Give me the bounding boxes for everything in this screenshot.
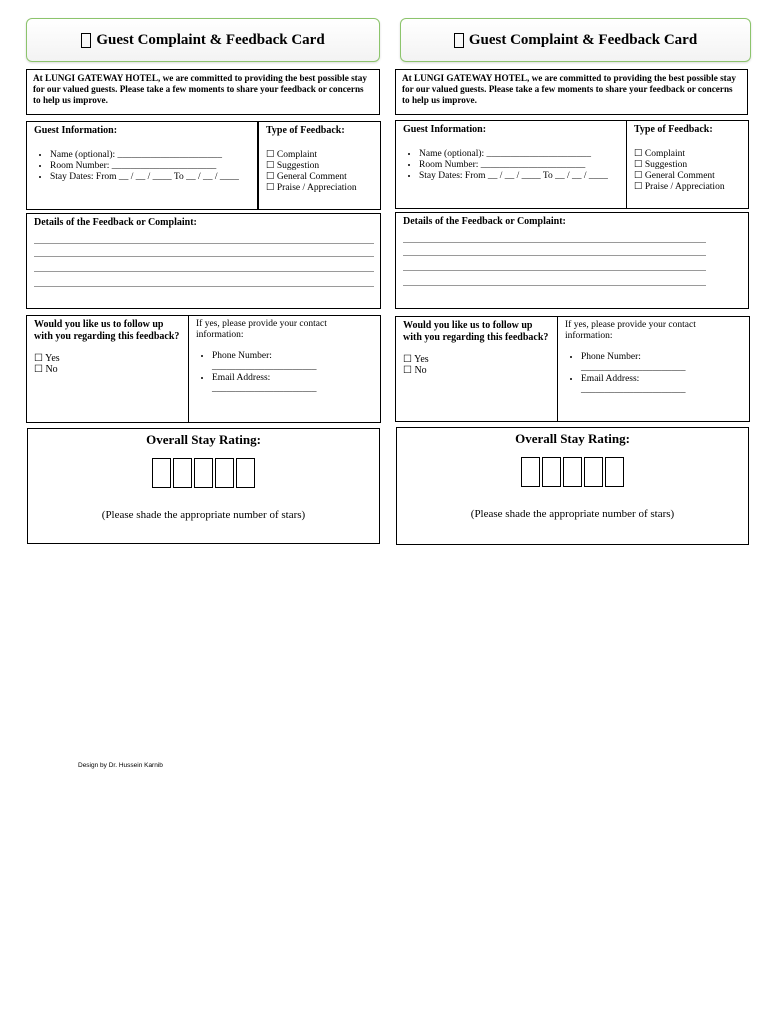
contact-intro: If yes, please provide your contact information: — [565, 320, 696, 341]
email-label: Email Address: — [212, 373, 271, 383]
star-rating[interactable] — [28, 458, 379, 498]
room-number-field[interactable]: • Room Number: ______________________ — [419, 160, 619, 171]
name-field[interactable]: • Name (optional): ______________________ — [419, 149, 619, 160]
card-title — [26, 18, 380, 62]
star-icon[interactable] — [194, 458, 213, 488]
star-icon[interactable] — [542, 457, 561, 487]
feedback-type-label: Type of Feedback: — [266, 125, 345, 136]
rating-title: Overall Stay Rating: — [515, 431, 630, 446]
star-rating[interactable] — [397, 457, 748, 497]
details-line[interactable] — [403, 270, 706, 271]
card-title-text: Guest Complaint & Feedback Card — [468, 31, 698, 48]
email-line[interactable]: ______________________ — [581, 385, 686, 395]
star-icon[interactable] — [584, 457, 603, 487]
star-icon[interactable] — [215, 458, 234, 488]
complaint-checkbox[interactable]: ☐ Complaint — [634, 149, 686, 159]
contact-intro: If yes, please provide your contact information: — [196, 319, 327, 340]
phone-number-field[interactable] — [212, 351, 373, 373]
phone-number-field[interactable] — [581, 352, 742, 374]
details-section — [395, 212, 749, 309]
details-line[interactable] — [403, 255, 706, 256]
complaint-checkbox[interactable]: ☐ Complaint — [266, 150, 318, 160]
intro-text: At LUNGI GATEWAY HOTEL, we are committed to providing the best possible stay for our valued guests. Please take a few moments to share your feedback or concerns to help us improve. — [26, 69, 380, 115]
name-field[interactable]: • Name (optional): ______________________ — [50, 150, 250, 161]
suggestion-checkbox[interactable]: ☐ Suggestion — [266, 161, 320, 171]
details-line[interactable] — [34, 286, 374, 287]
follow-up-section — [26, 315, 189, 423]
room-number-field[interactable]: • Room Number: ______________________ — [50, 161, 250, 172]
follow-up-yes-checkbox[interactable]: ☐ Yes — [403, 354, 429, 365]
stay-dates-field[interactable]: • Stay Dates: From __ / __ / ____ To __ / __ / ____ — [50, 172, 250, 183]
phone-line[interactable]: ______________________ — [581, 363, 686, 373]
design-credit: Design by Dr. Hussein Karnib — [78, 762, 163, 769]
feedback-type-section — [258, 121, 381, 210]
details-line[interactable] — [34, 256, 374, 257]
follow-up-no-checkbox[interactable]: ☐ No — [34, 364, 58, 375]
suggestion-checkbox[interactable]: ☐ Suggestion — [634, 160, 688, 170]
card-title-text: Guest Complaint & Feedback Card — [96, 31, 325, 48]
follow-up-no-checkbox[interactable]: ☐ No — [403, 365, 427, 376]
follow-up-yes-checkbox[interactable]: ☐ Yes — [34, 353, 60, 364]
contact-section — [557, 316, 750, 422]
rating-title: Overall Stay Rating: — [146, 432, 261, 447]
general-comment-checkbox[interactable]: ☐ General Comment — [266, 172, 347, 182]
details-label: Details of the Feedback or Complaint: — [34, 217, 197, 228]
card-icon — [81, 33, 91, 48]
details-line[interactable] — [403, 242, 706, 243]
card-title — [400, 18, 751, 62]
details-line[interactable] — [34, 243, 374, 244]
follow-up-question: Would you like us to follow up with you regarding this feedback? — [34, 319, 180, 342]
praise-checkbox[interactable]: ☐ Praise / Appreciation — [634, 182, 725, 192]
rating-note: (Please shade the appropriate number of stars) — [101, 509, 306, 521]
email-label: Email Address: — [581, 374, 640, 384]
stay-dates-field[interactable]: • Stay Dates: From __ / __ / ____ To __ / __ / ____ — [419, 171, 619, 182]
star-icon[interactable] — [521, 457, 540, 487]
general-comment-checkbox[interactable]: ☐ General Comment — [634, 171, 715, 181]
email-line[interactable]: ______________________ — [212, 384, 317, 394]
star-icon[interactable] — [173, 458, 192, 488]
details-line[interactable] — [34, 271, 374, 272]
guest-information-section — [26, 121, 258, 210]
intro-text: At LUNGI GATEWAY HOTEL, we are committed to providing the best possible stay for our valued guests. Please take a few moments to share your feedback or concerns to help us improve. — [395, 69, 748, 115]
star-icon[interactable] — [236, 458, 255, 488]
star-icon[interactable] — [152, 458, 171, 488]
phone-label: Phone Number: — [581, 352, 641, 362]
contact-section — [188, 315, 381, 423]
star-icon[interactable] — [605, 457, 624, 487]
details-section — [26, 213, 381, 309]
feedback-type-section — [626, 120, 749, 209]
email-address-field[interactable] — [581, 374, 742, 396]
rating-note: (Please shade the appropriate number of stars) — [470, 508, 675, 520]
praise-checkbox[interactable]: ☐ Praise / Appreciation — [266, 183, 357, 193]
feedback-type-label: Type of Feedback: — [634, 124, 713, 135]
email-address-field[interactable] — [212, 373, 373, 395]
card-icon — [454, 33, 464, 48]
details-line[interactable] — [403, 285, 706, 286]
star-icon[interactable] — [563, 457, 582, 487]
guest-information-section — [395, 120, 627, 209]
rating-section — [27, 428, 380, 544]
follow-up-question: Would you like us to follow up with you regarding this feedback? — [403, 320, 549, 343]
phone-line[interactable]: ______________________ — [212, 362, 317, 372]
follow-up-section — [395, 316, 558, 422]
rating-section — [396, 427, 749, 545]
guest-information-label: Guest Information: — [403, 124, 487, 135]
phone-label: Phone Number: — [212, 351, 272, 361]
details-label: Details of the Feedback or Complaint: — [403, 216, 566, 227]
guest-information-label: Guest Information: — [34, 125, 118, 136]
